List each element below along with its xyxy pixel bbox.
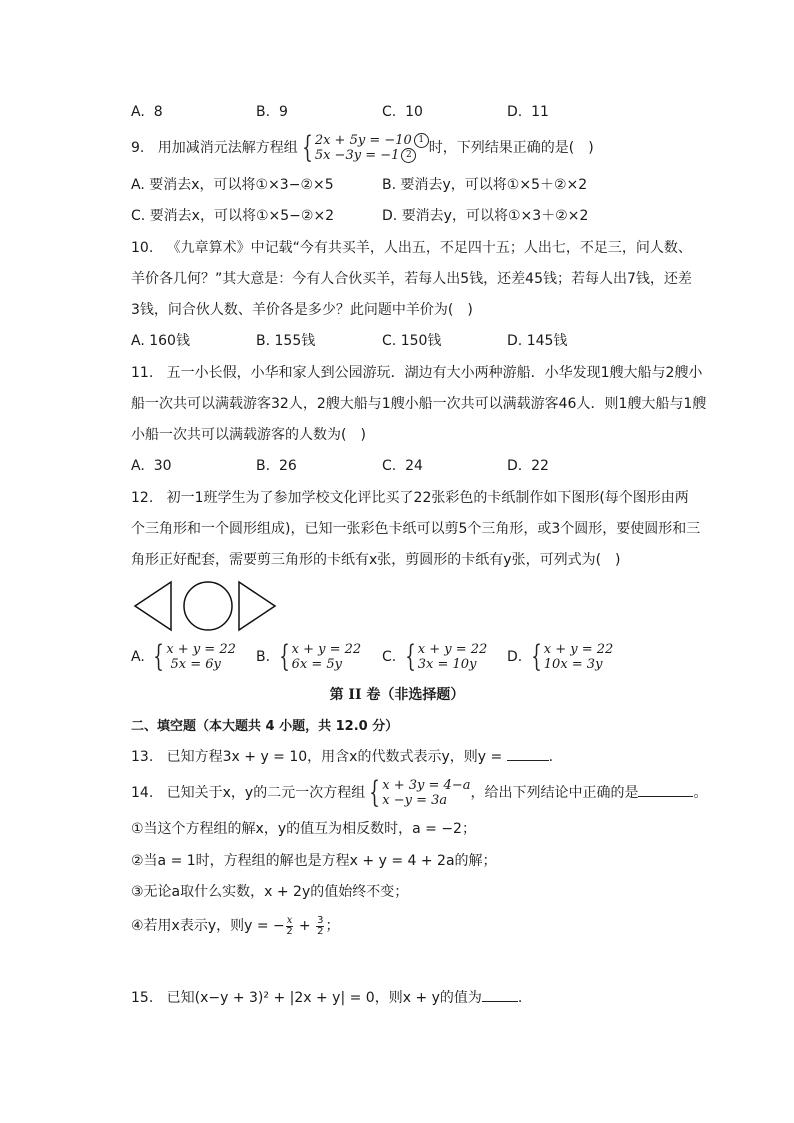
q13-answer-blank[interactable] (507, 746, 549, 761)
q14-stem: 14. 已知关于x，y的二元一次方程组 { x + 3y = 4−a x −y = 3a ，给出下列结论中正确的是 。 (131, 775, 708, 810)
left-triangle (135, 582, 171, 630)
q10-line-3: 3钱，问合伙人数、羊价各是多少？此问题中羊价为( ) (131, 302, 473, 318)
q11-option-a: A. 30 (131, 458, 172, 474)
q12-line-1: 12. 初一1班学生为了参加学校文化评比买了22张彩色的卡纸制作如下图形(每个图形由两 (131, 490, 689, 506)
q10-line-2: 羊价各几何？”其大意是：今有人合伙买羊，若每人出5钱，还差45钱；若每人出7钱，还差 (131, 271, 692, 287)
q10-option-a: A. 160钱 (131, 333, 190, 349)
q9-option-a: A. 要消去x，可以将①×3−②×5 (131, 177, 334, 193)
q12-line-2: 个三角形和一个圆形组成)，已知一张彩色卡纸可以剪5个三角形，或3个圆形，要使圆形和三 (131, 521, 701, 537)
q11-option-c: C. 24 (382, 458, 423, 474)
q12-option-d: D. { x + y = 22 10x = 3y (507, 639, 614, 674)
q14-item-2: ②当a = 1时，方程组的解也是方程x + y = 4 + 2a的解； (131, 853, 497, 869)
q14-item-3: ③无论a取什么实数，x + 2y的值始终不变； (131, 884, 409, 900)
q14-system: { x + 3y = 4−a x −y = 3a (369, 775, 471, 810)
q12-option-c: C. { x + y = 22 3x = 10y (382, 639, 488, 674)
q9-system: { 2x + 5y = −10 1 5x −3y = −1 2 (298, 133, 429, 163)
q8-option-a: A. 8 (131, 104, 163, 120)
q12-figure (131, 580, 281, 634)
fraction-3-over-2: $\frac{3}{2}$ (317, 914, 324, 937)
q8-option-d: D. 11 (507, 104, 549, 120)
q14-item-4: ④若用x表示y，则y = − $\frac{x}{2}$ + $\frac{3}{2}$ ； (131, 914, 340, 937)
q9-option-d: D. 要消去y，可以将①×3＋②×2 (382, 208, 589, 224)
q11-option-b: B. 26 (256, 458, 297, 474)
q8-option-c: C. 10 (382, 104, 423, 120)
q9-option-c: C. 要消去x，可以将①×5−②×2 (131, 208, 335, 224)
right-triangle (239, 582, 275, 630)
q10-option-b: B. 155钱 (256, 333, 316, 349)
q13-stem: 13. 已知方程3x + y = 10，用含x的代数式表示y，则y = . (131, 746, 553, 767)
fraction-x-over-2: $\frac{x}{2}$ (286, 914, 293, 937)
middle-circle (184, 582, 232, 630)
part-2-title: 第 II 卷（非选择题） (329, 687, 465, 703)
section-2-heading: 二、填空题（本大题共 4 小题，共 12.0 分） (131, 719, 399, 734)
q11-option-d: D. 22 (507, 458, 549, 474)
q10-option-d: D. 145钱 (507, 333, 568, 349)
q12-option-b: B. { x + y = 22 6x = 5y (256, 639, 362, 674)
q15-stem: 15. 已知(x−y + 3)² + |2x + y| = 0，则x + y的值为 . (131, 987, 522, 1008)
q11-line-3: 小船一次共可以满载游客的人数为( ) (131, 427, 366, 443)
q10-option-c: C. 150钱 (382, 333, 442, 349)
q9-stem: 9. 用加减消元法解方程组 { 2x + 5y = −10 1 5x −3y = −1 2 时，下列结果正确的是( ) (131, 130, 594, 165)
q12-line-3: 角形正好配套，需要剪三角形的卡纸有x张，剪圆形的卡纸有y张，可列式为( ) (131, 552, 621, 568)
q12-option-a: A. { x + y = 22 5x = 6y (131, 639, 236, 674)
q10-line-1: 10. 《九章算术》中记载“今有共买羊，人出五，不足四十五；人出七，不足三，问人数、 (131, 240, 692, 256)
q14-answer-blank[interactable] (638, 782, 693, 797)
q9-option-b: B. 要消去y，可以将①×5＋②×2 (382, 177, 588, 193)
q15-answer-blank[interactable] (482, 987, 518, 1002)
q11-line-1: 11. 五一小长假，小华和家人到公园游玩．湖边有大小两种游船．小华发现1艘大船与2艘小 (131, 365, 703, 381)
q8-option-b: B. 9 (256, 104, 288, 120)
q11-line-2: 船一次共可以满载游客32人，2艘大船与1艘小船一次共可以满载游客46人．则1艘大船与1艘 (131, 396, 707, 412)
q14-item-1: ①当这个方程组的解x，y的值互为相反数时，a = −2； (131, 821, 476, 837)
